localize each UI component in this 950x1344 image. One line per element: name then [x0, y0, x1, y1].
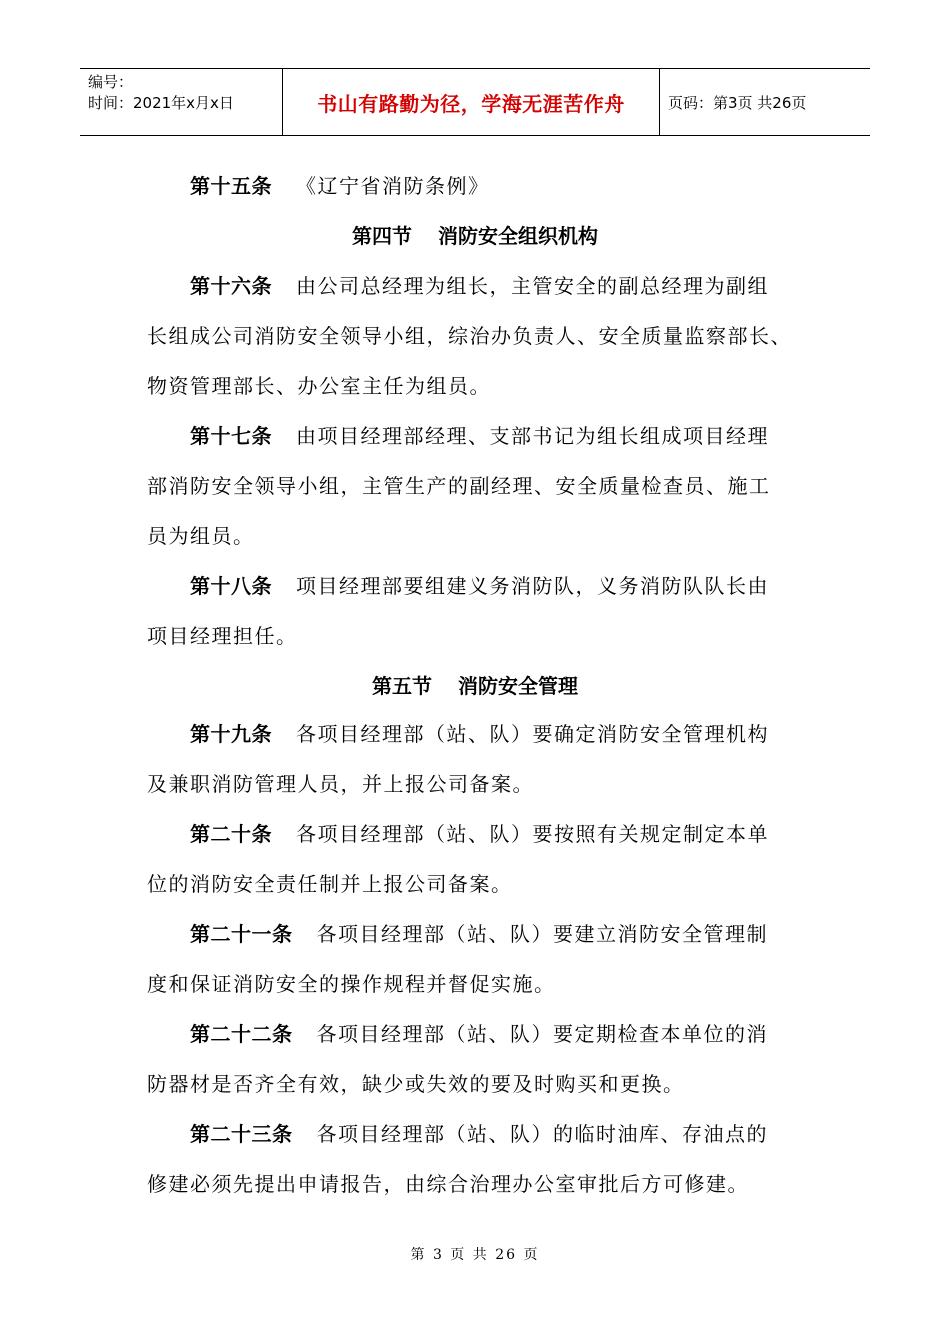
article-text: 项目经理部要组建义务消防队，义务消防队队长由	[296, 574, 769, 598]
article-label: 第二十三条	[190, 1122, 293, 1146]
article-19-line-2: 及兼职消防管理人员，并上报公司备案。	[147, 772, 534, 796]
article-21	[190, 922, 870, 946]
header-page-info: 页码：第3页 共26页	[668, 93, 807, 112]
article-text: 各项目经理部（站、队）要按照有关规定制定本单	[296, 822, 769, 846]
article-text: 各项目经理部（站、队）要建立消防安全管理制	[316, 922, 768, 946]
article-16-line-3: 物资管理部长、办公室主任为组员。	[147, 374, 491, 398]
article-16-line-2: 长组成公司消防安全领导小组，综治办负责人、安全质量监察部长、	[147, 324, 792, 348]
article-text: 由公司总经理为组长，主管安全的副总经理为副组	[296, 274, 769, 298]
article-label: 第十六条	[190, 274, 272, 298]
article-19	[190, 722, 870, 746]
article-label: 第二十条	[190, 822, 272, 846]
article-label: 第十八条	[190, 574, 272, 598]
page-header	[80, 68, 870, 136]
article-17-line-3: 员为组员。	[147, 524, 255, 548]
article-label: 第二十一条	[190, 922, 293, 946]
section-heading-4	[0, 224, 950, 248]
article-22	[190, 1022, 870, 1046]
article-18-line-2: 项目经理担任。	[147, 624, 298, 648]
section-title: 消防安全管理	[458, 674, 578, 698]
code-label: 编号：	[88, 73, 134, 91]
article-17	[190, 424, 870, 448]
article-text: 由项目经理部经理、支部书记为组长组成项目经理	[296, 424, 769, 448]
article-20-line-2: 位的消防安全责任制并上报公司备案。	[147, 872, 513, 896]
article-text: 各项目经理部（站、队）的临时油库、存油点的	[316, 1122, 768, 1146]
article-20	[190, 822, 870, 846]
header-slogan: 书山有路勤为径，学海无涯苦作舟	[283, 69, 660, 135]
article-16	[190, 274, 870, 298]
page-footer: 第 3 页 共 26 页	[410, 1247, 540, 1263]
section-number: 第四节	[352, 224, 412, 248]
article-label: 第二十二条	[190, 1022, 293, 1046]
article-text: 各项目经理部（站、队）要确定消防安全管理机构	[296, 722, 769, 746]
article-18	[190, 574, 870, 598]
article-label: 第十七条	[190, 424, 272, 448]
article-15	[190, 174, 870, 198]
section-heading-5	[0, 674, 950, 698]
section-title: 消防安全组织机构	[438, 224, 598, 248]
header-meta	[80, 69, 283, 135]
article-17-line-2: 部消防安全领导小组，主管生产的副经理、安全质量检查员、施工	[147, 474, 771, 498]
section-number: 第五节	[372, 674, 432, 698]
article-23-line-2: 修建必须先提出申请报告，由综合治理办公室审批后方可修建。	[147, 1172, 749, 1196]
article-23	[190, 1122, 870, 1146]
article-22-line-2: 防器材是否齐全有效，缺少或失效的要及时购买和更换。	[147, 1072, 685, 1096]
article-21-line-2: 度和保证消防安全的操作规程并督促实施。	[147, 972, 556, 996]
article-text: 《辽宁省消防条例》	[296, 174, 490, 198]
article-label: 第十五条	[190, 174, 272, 198]
article-text: 各项目经理部（站、队）要定期检查本单位的消	[316, 1022, 768, 1046]
time-label: 时间：2021年x月x日	[88, 94, 234, 112]
article-label: 第十九条	[190, 722, 272, 746]
